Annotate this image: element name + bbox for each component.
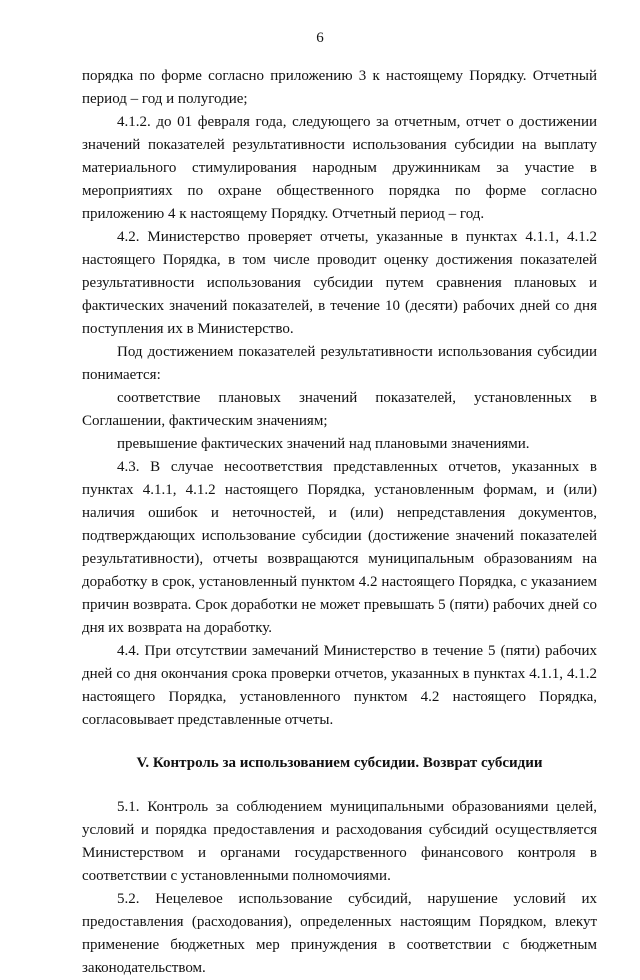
paragraph-criterion-1: соответствие плановых значений показателей, установленных в Соглашении, фактическим значениям; bbox=[82, 390, 597, 429]
paragraph-5-2: 5.2. Нецелевое использование субсидий, нарушение условий их предоставления (расходования), определенных настоящим Порядком, влекут применение бюджетных мер принуждения в соответствии с бюджетным законодательством. bbox=[82, 891, 597, 976]
section-heading: V. Контроль за использованием субсидии. Возврат субсидии bbox=[136, 755, 543, 771]
paragraph-continuation: порядка по форме согласно приложению 3 к настоящему Порядку. Отчетный период – год и полугодие; bbox=[82, 68, 597, 107]
page-number: 6 bbox=[316, 30, 324, 46]
paragraph-criterion-2: превышение фактических значений над плановыми значениями. bbox=[117, 436, 530, 452]
paragraph-definition: Под достижением показателей результативности использования субсидии понимается: bbox=[82, 344, 597, 383]
paragraph-4-4: 4.4. При отсутствии замечаний Министерство в течение 5 (пяти) рабочих дней со дня окончания срока проверки отчетов, указанных в пунктах 4.1.1, 4.1.2 настоящего Порядка, установленного пунктом 4.2 настоящего Порядка, согласовывает представленные отчеты. bbox=[82, 643, 597, 728]
paragraph-5-1: 5.1. Контроль за соблюдением муниципальными образованиями целей, условий и порядка предоставления и расходования субсидий осуществляется Министерством и органами государственного финансового контроля в соответствии с установленными полномочиями. bbox=[82, 799, 597, 884]
paragraph-4-3: 4.3. В случае несоответствия представленных отчетов, указанных в пунктах 4.1.1, 4.1.2 настоящего Порядка, установленным формам, и (или) наличия ошибок и неточностей, и (или) непредставления документов, подтверждающих использование субсидии (достижение значений показателей результативности), отчеты возвращаются муниципальным образованиям на доработку в срок, установленный пунктом 4.2 настоящего Порядка, с указанием причин возврата. Срок доработки не может превышать 5 (пяти) рабочих дней со дня их возврата на доработку. bbox=[82, 459, 597, 636]
document-body bbox=[82, 65, 597, 980]
paragraph-4-1-2: 4.1.2. до 01 февраля года, следующего за отчетным, отчет о достижении значений показателей результативности использования субсидии на выплату материального стимулирования народным дружинникам за участие в мероприятиях по охране общественного порядка по форме согласно приложению 4 к настоящему Порядку. Отчетный период – год. bbox=[82, 114, 597, 222]
paragraph-4-2: 4.2. Министерство проверяет отчеты, указанные в пунктах 4.1.1, 4.1.2 настоящего Порядка, в том числе проводит оценку достижения показателей результативности использования субсидии путем сравнения плановых и фактических значений показателей, в течение 10 (десяти) рабочих дней со дня поступления их в Министерство. bbox=[82, 229, 597, 337]
